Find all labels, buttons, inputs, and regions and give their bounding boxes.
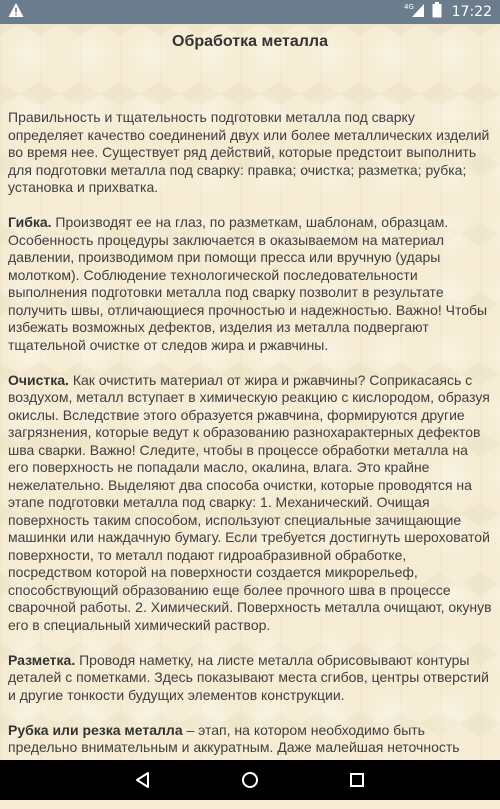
navigation-bar xyxy=(0,760,500,800)
section-heading: Разметка. xyxy=(8,651,76,668)
section-text: – этап, на котором необходимо быть предельно внимательным и аккуратным. Даже малейшая неточность xyxy=(8,721,460,755)
network-label: 4G xyxy=(403,3,414,11)
section-heading: Очистка. xyxy=(8,371,69,388)
signal-icon xyxy=(404,2,426,22)
intro-paragraph: Правильность и тщательность подготовки металла под сварку определяет качество соединений двух или более металлических изделий во время нее. Существует ряд действий, которые предстоит выполнить для подготовки металла под сварку: правка; очистка; разметка; рубка; установка и прихватка. xyxy=(8,109,490,195)
page-title: Обработка металла xyxy=(172,33,328,50)
article-body xyxy=(8,109,492,809)
recents-icon[interactable] xyxy=(339,762,375,798)
section-marking xyxy=(8,652,492,705)
content-area[interactable] xyxy=(0,24,500,760)
status-left xyxy=(8,2,24,22)
warning-icon xyxy=(8,2,24,22)
section-text: Как очистить материал от жира и ржавчины? Соприкасаясь с воздухом, металл вступает в химическую реакцию с кислородом, образуя окислы. Вследствие этого образуется ржавчина, формируются другие загрязнения, которые ведут к образованию разнохарактерных дефектов шва сварки. Важно! Следите, чтобы в процессе обработки металла на его поверхность не попадали масло, окалина, влага. Это крайне нежелательно. Выделяют два способа очистки, которые проводятся на этапе подготовки металла под сварку: 1. Механический. Очищая поверхность таким способом, используют специальные зачищающие машинки или наждачную бумагу. Если требуется достигнуть шероховатой поверхности, то металл подают гидроабразивной обработке, посредством которой на поверхности создается микрорельеф, способствующий образованию еще более прочного шва в процессе сварочной работы. 2. Химический. Поверхность металла очищают, окунув его в специальный химический раствор. xyxy=(8,371,492,633)
section-heading: Гибка. xyxy=(8,214,52,230)
section-heading: Рубка или резка металла xyxy=(8,721,183,738)
clock: 17:22 xyxy=(451,4,492,20)
back-icon[interactable] xyxy=(125,762,161,798)
home-icon[interactable] xyxy=(232,762,268,798)
section-text: Проводя наметку, на листе металла обрисовывают контуры деталей с пометками. Здесь показывают места сгибов, центры отверстий и другие тонкости будущих элементов конструкции. xyxy=(8,651,489,703)
section-text: Производят ее на глаз, по разметкам, шаблонам, образцам. Особенность процедуры заключается в оказываемом на материал давлении, производимом при помощи пресса или вручную (удары молотком). Соблюдение технологической последовательности выполнения подготовки металла под сварку позволит в результате получить швы, отличающиеся прочностью и надежностью. Важно! Чтобы избежать возможных дефектов, изделия из металла подвергают тщательной очистке от следов жира и ржавчины. xyxy=(8,214,488,353)
section-bending xyxy=(8,214,492,354)
status-right xyxy=(404,2,492,22)
battery-icon xyxy=(432,2,442,22)
section-cleaning xyxy=(8,372,492,635)
status-bar xyxy=(0,0,500,24)
